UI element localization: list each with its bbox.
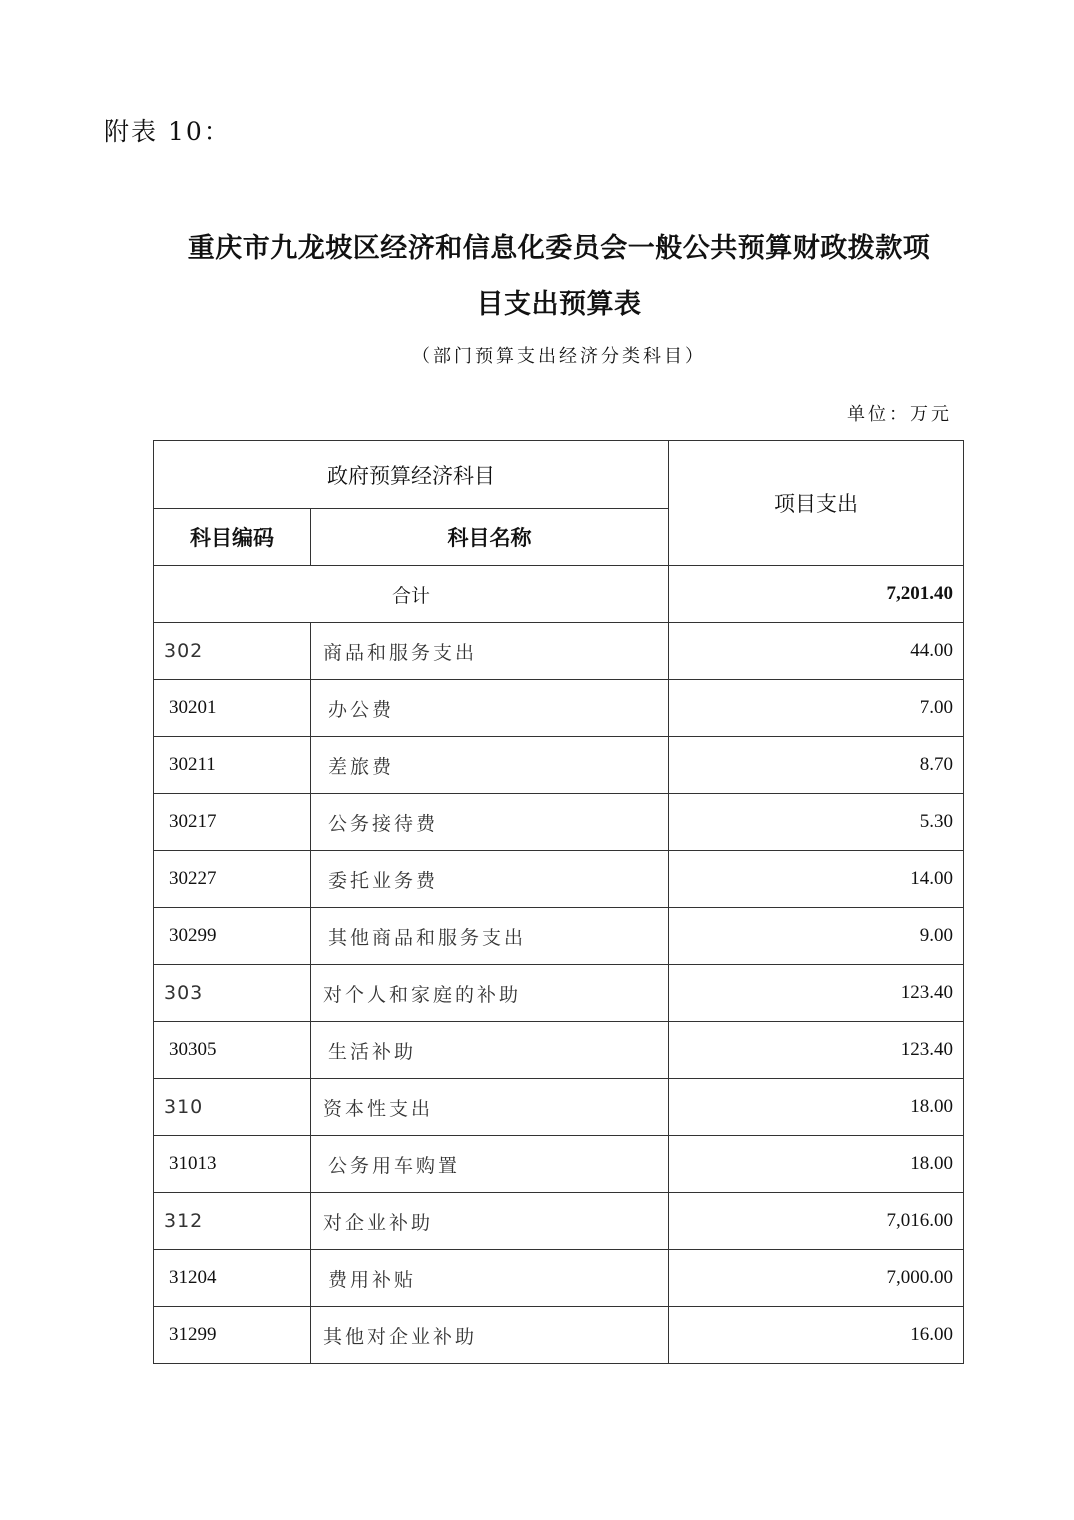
table-row	[154, 1079, 964, 1136]
project-amount-cell: 14.00	[669, 851, 964, 908]
subject-name-cell: 生活补助	[311, 1022, 669, 1079]
subject-name-cell: 商品和服务支出	[311, 623, 669, 680]
table-row	[154, 794, 964, 851]
subject-code-cell: 303	[154, 965, 311, 1022]
project-amount-cell: 9.00	[669, 908, 964, 965]
table-row	[154, 1193, 964, 1250]
project-amount-cell: 44.00	[669, 623, 964, 680]
unit-label: 单位：万元	[847, 404, 952, 425]
subject-code-cell: 312	[154, 1193, 311, 1250]
subject-code-cell: 310	[154, 1079, 311, 1136]
page-title-line2: 目支出预算表	[476, 289, 642, 320]
project-amount-cell: 7.00	[669, 680, 964, 737]
table-row	[154, 1136, 964, 1193]
page-subtitle: （部门预算支出经济分类科目）	[412, 346, 706, 367]
subject-name-cell: 费用补贴	[311, 1250, 669, 1307]
header-econ-category: 政府预算经济科目	[154, 441, 669, 509]
subject-code-cell: 30299	[154, 908, 311, 965]
subject-code-cell: 31204	[154, 1250, 311, 1307]
project-amount-cell: 16.00	[669, 1307, 964, 1364]
project-amount-cell: 7,000.00	[669, 1250, 964, 1307]
project-amount-cell: 7,016.00	[669, 1193, 964, 1250]
total-row	[154, 566, 964, 623]
table-row	[154, 1022, 964, 1079]
subject-name-cell: 对企业补助	[311, 1193, 669, 1250]
subject-name-cell: 委托业务费	[311, 851, 669, 908]
table-row	[154, 737, 964, 794]
subject-name-cell: 资本性支出	[311, 1079, 669, 1136]
project-amount-cell: 123.40	[669, 965, 964, 1022]
subject-code-cell: 31299	[154, 1307, 311, 1364]
project-amount-cell: 18.00	[669, 1136, 964, 1193]
subject-code-cell: 30217	[154, 794, 311, 851]
total-value: 7,201.40	[669, 566, 964, 623]
subject-name-cell: 其他对企业补助	[311, 1307, 669, 1364]
table-row	[154, 851, 964, 908]
project-amount-cell: 5.30	[669, 794, 964, 851]
subject-name-cell: 公务接待费	[311, 794, 669, 851]
header-project-expense: 项目支出	[669, 441, 964, 566]
table-row	[154, 908, 964, 965]
table-row	[154, 965, 964, 1022]
subject-name-cell: 办公费	[311, 680, 669, 737]
budget-table	[153, 440, 964, 1364]
header-subject-code: 科目编码	[154, 509, 311, 566]
subject-code-cell: 302	[154, 623, 311, 680]
page-title-line1: 重庆市九龙坡区经济和信息化委员会一般公共预算财政拨款项	[187, 233, 931, 264]
table-row	[154, 1307, 964, 1364]
project-amount-cell: 123.40	[669, 1022, 964, 1079]
table-row	[154, 623, 964, 680]
subject-name-cell: 公务用车购置	[311, 1136, 669, 1193]
subject-name-cell: 差旅费	[311, 737, 669, 794]
subject-name-cell: 其他商品和服务支出	[311, 908, 669, 965]
table-row	[154, 680, 964, 737]
total-label: 合计	[154, 566, 669, 623]
subject-code-cell: 30227	[154, 851, 311, 908]
subject-name-cell: 对个人和家庭的补助	[311, 965, 669, 1022]
header-subject-name: 科目名称	[311, 509, 669, 566]
project-amount-cell: 18.00	[669, 1079, 964, 1136]
subject-code-cell: 30305	[154, 1022, 311, 1079]
table-row	[154, 1250, 964, 1307]
subject-code-cell: 31013	[154, 1136, 311, 1193]
header-row-group	[154, 441, 964, 509]
subject-code-cell: 30201	[154, 680, 311, 737]
project-amount-cell: 8.70	[669, 737, 964, 794]
attachment-label: 附表 10：	[104, 117, 231, 146]
subject-code-cell: 30211	[154, 737, 311, 794]
